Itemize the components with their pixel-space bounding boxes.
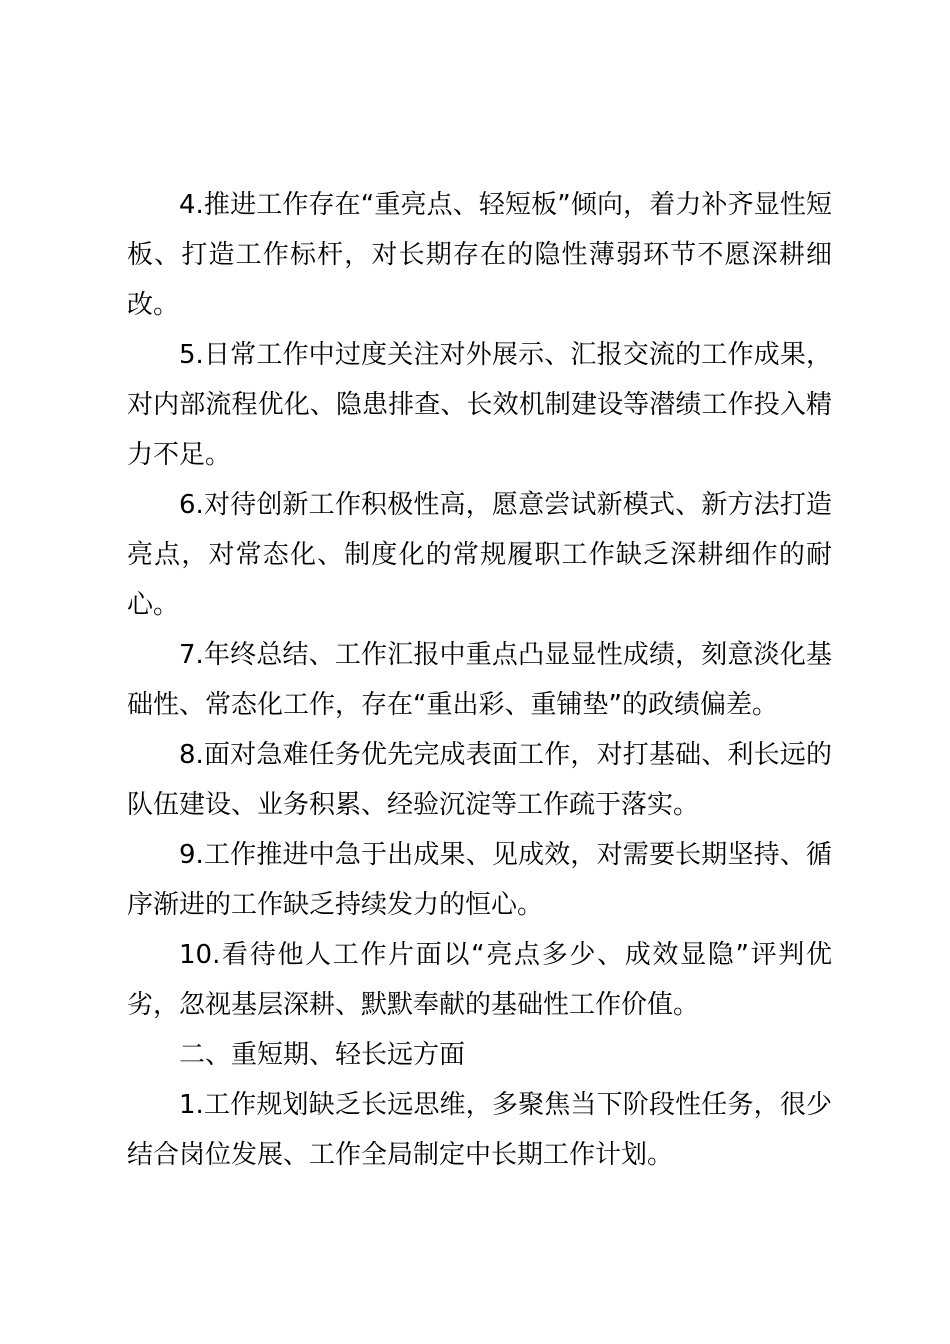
paragraph-8: 8.面对急难任务优先完成表面工作，对打基础、利长远的队伍建设、业务积累、经验沉淀等工作疏于落实。: [127, 740, 832, 820]
paragraph-9: 9.工作推进中急于出成果、见成效，对需要长期坚持、循序渐进的工作缺乏持续发力的恒心。: [127, 840, 832, 920]
document-body: [127, 180, 832, 1180]
paragraph-6: 6.对待创新工作积极性高，愿意尝试新模式、新方法打造亮点，对常态化、制度化的常规履职工作缺乏深耕细作的耐心。: [127, 490, 832, 620]
paragraph-4: 4.推进工作存在“重亮点、轻短板”倾向，着力补齐显性短板、打造工作标杆，对长期存在的隐性薄弱环节不愿深耕细改。: [127, 190, 832, 320]
paragraph-5: 5.日常工作中过度关注对外展示、汇报交流的工作成果，对内部流程优化、隐患排查、长效机制建设等潜绩工作投入精力不足。: [127, 340, 832, 470]
paragraph-10: 10.看待他人工作片面以“亮点多少、成效显隐”评判优劣，忽视基层深耕、默默奉献的基础性工作价值。: [127, 940, 832, 1020]
section-paragraph-1: 1.工作规划缺乏长远思维，多聚焦当下阶段性任务，很少结合岗位发展、工作全局制定中长期工作计划。: [127, 1090, 832, 1170]
paragraph-7: 7.年终总结、工作汇报中重点凸显显性成绩，刻意淡化基础性、常态化工作，存在“重出彩、重铺垫”的政绩偏差。: [127, 640, 832, 720]
section-heading: 二、重短期、轻长远方面: [179, 1040, 466, 1070]
